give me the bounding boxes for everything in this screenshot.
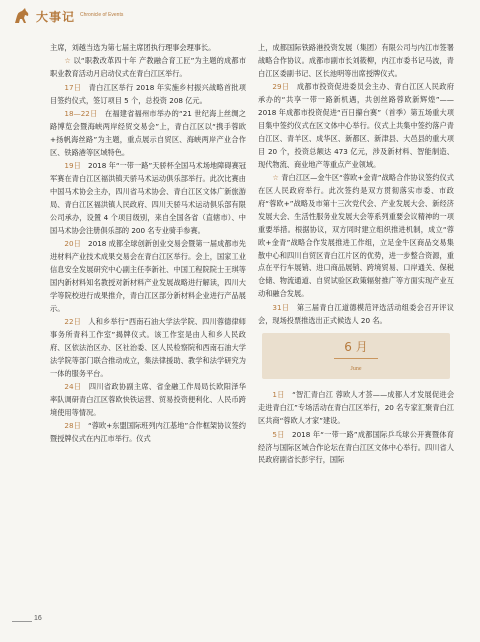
entry-text: 2018 年“一带一路”天骄杯全国马术场地障碍赛冠军赛在青白江区福洪镇天骄马术运动俱乐部举行。此次比赛由中国马术协会主办，四川省马术协会、青白江区文体广新旅游局、青白江区福洪镇人民政府、四川天骄马术运动俱乐部有限公司承办，设置 4 个项目级别，来自全国各省（直辖市）、中国马术协会注册俱乐部的 200 名专业骑手参赛。 bbox=[50, 161, 246, 235]
horse-logo-icon bbox=[12, 6, 32, 26]
right-column bbox=[258, 42, 454, 468]
entry-date: 29日 bbox=[272, 82, 290, 92]
chronicle-entry bbox=[258, 389, 454, 428]
page-header bbox=[0, 0, 480, 34]
month-subtitle: June bbox=[350, 366, 362, 373]
entry-text: 主席，刘越当选为第七届主席团执行理事会理事长。 bbox=[50, 43, 216, 52]
entry-date: 1日 bbox=[272, 390, 285, 400]
brand-subtitle: Chronicle of Events bbox=[80, 12, 124, 18]
entry-text: 人和乡举行“西南石油大学法学院、四川蓉德律师事务所青科工作室”揭牌仪式。该工作室是由人和乡人民政府、区依法治区办、区社治委、区人民检察院和西南石油大学法学院等部门联合推动成立，集法律援助、教学和法学研究为一体的服务平台。 bbox=[50, 317, 246, 378]
chronicle-entry bbox=[258, 172, 454, 301]
entry-date: 18—22日 bbox=[64, 109, 98, 119]
chronicle-entry bbox=[50, 420, 246, 446]
chronicle-entry bbox=[50, 316, 246, 381]
page-number: 16 bbox=[34, 615, 42, 622]
entry-date: 22日 bbox=[64, 317, 82, 327]
entry-date: 19日 bbox=[64, 161, 81, 171]
chronicle-entry bbox=[50, 108, 246, 160]
entry-text: 青白江区举行 2018 年实施乡村振兴战略首批项目签约仪式，签订项目 5 个，总投资 208 亿元。 bbox=[50, 82, 246, 105]
entry-text: “智汇青白江 蓉欧人才荟——成都人才发展促进会走进青白江”专场活动在青白江区举行，20 名专家汇聚青白江区共商“蓉欧人才家”建设。 bbox=[258, 390, 455, 426]
right-column-top bbox=[258, 42, 454, 327]
entry-date: 20日 bbox=[64, 239, 81, 249]
entry-date: 31日 bbox=[272, 302, 290, 312]
entry-date: 17日 bbox=[64, 82, 82, 92]
month-banner bbox=[262, 333, 450, 379]
chronicle-entry bbox=[258, 429, 454, 468]
month-title: 6 月 bbox=[344, 340, 368, 355]
entry-date: 5日 bbox=[272, 429, 285, 439]
chronicle-entry bbox=[50, 238, 246, 315]
chronicle-entry bbox=[50, 42, 246, 55]
chronicle-entry bbox=[50, 160, 246, 237]
chronicle-entry bbox=[50, 82, 246, 108]
right-column-bottom bbox=[258, 389, 454, 467]
entry-date: 28日 bbox=[64, 421, 81, 431]
left-column bbox=[50, 42, 246, 447]
entry-text: 以“职教改革四十年 产教融合育工匠”为主题的成都市职业教育活动月启动仪式在青白江区举行。 bbox=[50, 56, 247, 79]
entry-text: 四川省政协副主席、省金融工作局局长欧阳泽华率队调研青白江区蓉欧快铁运营、贸易投资便利化、人民币跨境使用等情况。 bbox=[50, 382, 246, 417]
brand-title: 大事记 bbox=[36, 10, 76, 24]
entry-text: 成都市投资促进委员会主办、青白江区人民政府承办的“共享一带一路新机遇，共创丝路蓉欧新辉煌”——2018 年成都市投资促进“百日攥台赛”（首季）第五场重大项目集中签约仪式在区文体中心举行。仪式上共集中签约落户青白江区、青羊区、成华区、新都区、新津县、大邑县的重大项目 20 个，投资总额达 473 亿元，涉及新材料、智能制造、现代物流、商业地产等重点产业领域。 bbox=[258, 82, 454, 169]
chronicle-entry bbox=[50, 381, 246, 420]
entry-text: “蓉欧+东盟国际班列内江基地”合作框架协议签约暨授牌仪式在内江市举行。仪式 bbox=[50, 421, 246, 444]
chronicle-entry bbox=[258, 302, 454, 328]
entry-text: 上，成都国际铁路港投资发展（集团）有限公司与内江市签署战略合作协议。成都市副市长刘筱柳，内江市委书记马波，青白江区委副书记、区长池明等出席授牌仪式。 bbox=[258, 43, 454, 78]
chronicle-entry bbox=[258, 81, 454, 171]
footer-rule bbox=[12, 621, 32, 622]
star-icon: ☆ bbox=[64, 56, 74, 66]
entry-text: 第三届青白江道德模范评选活动组委会召开评议会，现场投票推选出正式候选人 20 名。 bbox=[258, 302, 454, 325]
entry-text: 2018 年“一带一路”成都国际乒乓球公开赛暨体育经济与国际区域合作论坛在青白江区文体中心举行。四川省人民政府副省长彭宇行，国际 bbox=[258, 429, 454, 465]
entry-text: 2018 成都全球创新创业交易会暨第一届成都市先进材料产业技术成果交易会在青白江区举行。会上，国家工业信息安全发展研究中心副主任李新社、中国工程院院士王琪等国内新材料知名教授对新材料产业发展战略进行解读，四川大学等院校进行成果推介，青白江区部分新材料企业进行产品展示。 bbox=[50, 239, 246, 313]
chronicle-entry bbox=[50, 55, 246, 81]
chronicle-entry bbox=[258, 42, 454, 81]
entry-text: 青白江区—金牛区“蓉欧+金青”战略合作协议签约仪式在区人民政府举行。此次签约是双方贯彻落实市委、市政府“蓉欧+”战略及市第十三次党代会、产业发展大会、新经济发展大会、生活性服务业发展大会等系列重要会议精神的一项重要举措。根据协议，双方同时建立组织推进机制，成立“蓉欧+金青”战略合作发展推进工作组，立足金牛区商品交易集散中心和四川自贸区青白江片区的优势，进一步整合资源，重点在平行车展销、进口商品展销、跨境贸易、口岸通关、保税仓储、物流通道、自贸试验区政策辐射推广等方面实现产业互动和融合发展。 bbox=[258, 173, 454, 299]
star-icon: ☆ bbox=[272, 173, 282, 183]
month-divider bbox=[334, 358, 378, 359]
entry-date: 24日 bbox=[64, 382, 82, 392]
page-body bbox=[0, 42, 480, 612]
entry-text: 在福建省福州市举办的“21 世纪海上丝绸之路博览会暨海峡两岸经贸交易会”上，青白江区以“携手蓉欧+扬帆海丝路”为主题，重点展示自贸区、海峡两岸产业合作区、铁路港等区域特色。 bbox=[50, 109, 246, 157]
